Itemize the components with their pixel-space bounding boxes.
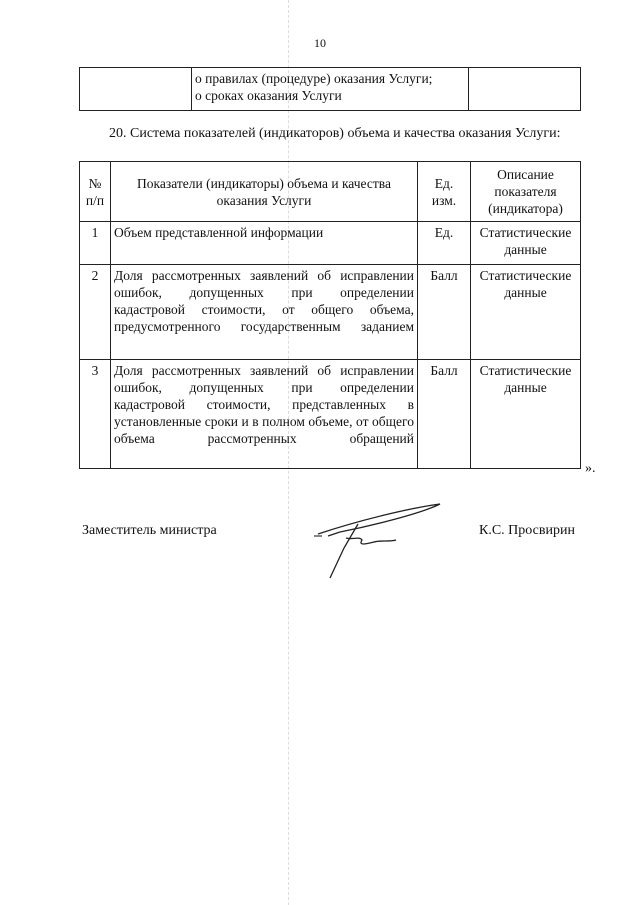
row-num: 3	[80, 360, 111, 469]
row-indicator: Объем представленной информации	[111, 222, 418, 265]
row-indicator: Доля рассмотренных заявлений об исправлении ошибок, допущенных при определении кадастровой стоимости, от общего объема, предусмотренного государственным заданием	[111, 265, 418, 360]
table-row	[80, 360, 581, 469]
table-row	[80, 265, 581, 360]
row-description: Статистические данные	[471, 360, 581, 469]
table-header-row	[80, 162, 581, 222]
top-table	[79, 67, 581, 111]
row-indicator: Доля рассмотренных заявлений об исправлении ошибок, допущенных при определении кадастровой стоимости, представленных в установленные сроки и в полном объеме, от общего объема рассмотренных обращений	[111, 360, 418, 469]
row-description: Статистические данные	[471, 222, 581, 265]
top-table-line1: о правилах (процедуре) оказания Услуги;	[195, 71, 433, 86]
section-heading: 20. Система показателей (индикаторов) объема и качества оказания Услуги:	[109, 126, 561, 141]
header-indicator: Показатели (индикаторы) объема и качества оказания Услуги	[111, 162, 418, 222]
top-table-empty-right	[469, 68, 581, 111]
page-number: 10	[314, 36, 326, 50]
row-unit: Балл	[418, 265, 471, 360]
signatory-title: Заместитель министра	[82, 523, 217, 538]
header-description: Описание показателя (индикатора)	[471, 162, 581, 222]
row-num: 1	[80, 222, 111, 265]
row-description: Статистические данные	[471, 265, 581, 360]
row-unit: Ед.	[418, 222, 471, 265]
closing-quote: ».	[585, 461, 596, 476]
handwritten-signature	[300, 500, 450, 590]
top-table-text-cell	[192, 68, 469, 111]
header-num: № п/п	[80, 162, 111, 222]
top-table-empty-left	[80, 68, 192, 111]
indicators-table	[79, 161, 581, 469]
header-unit: Ед. изм.	[418, 162, 471, 222]
table-row	[80, 222, 581, 265]
top-table-line2: о сроках оказания Услуги	[195, 88, 342, 103]
row-unit: Балл	[418, 360, 471, 469]
signatory-name: К.С. Просвирин	[479, 523, 575, 538]
row-num: 2	[80, 265, 111, 360]
